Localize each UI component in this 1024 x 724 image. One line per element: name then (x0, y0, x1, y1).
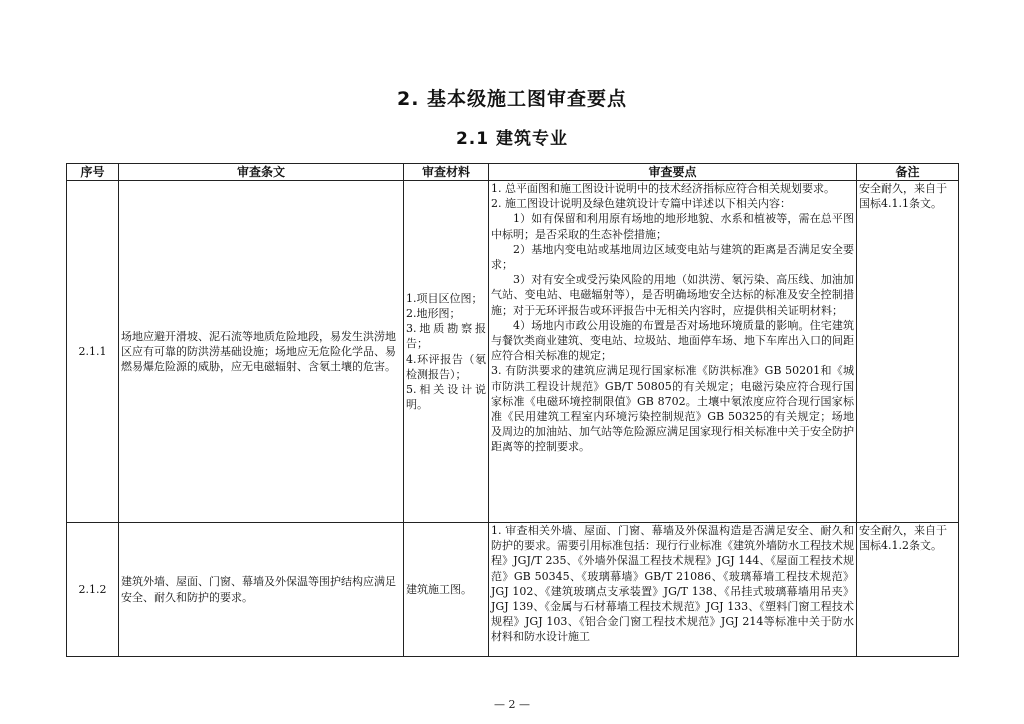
review-materials (404, 523, 489, 657)
review-point: 1. 总平面图和施工图设计说明中的技术经济指标应符合相关规划要求。 (491, 182, 835, 195)
review-point: 2. 施工图设计说明及绿色建筑设计专篇中详述以下相关内容： (491, 197, 791, 211)
review-clause: 场地应避开滑坡、泥石流等地质危险地段，易发生洪涝地区应有可靠的防洪涝基础设施；场地应无危险化学品、易燃易爆危险源的威胁，应无电磁辐射、含氡土壤的危害。 (119, 181, 404, 523)
review-point: 3. 有防洪要求的建筑应满足现行国家标准《防洪标准》GB 50201和《城市防洪工程设计规范》GB/T 50805的有关规定；电磁污染应符合现行国家标准《电磁环境控制限值》GB 8702。土壤中氡浓度应符合现行国家标准《民用建筑工程室内环境污染控制规范》GB 50325的有关规定；场地及周边的加油站、加气站等危险源应满足国家现行相关标准中关于安全防护距离等的控制要求。 (491, 364, 854, 454)
review-point: 1）如有保留和利用原有场地的地形地貌、水系和植被等，需在总平图中标明；是否采取的生态补偿措施； (491, 212, 854, 241)
material-item: 4.环评报告（氡检测报告）； (406, 352, 486, 381)
header-material: 审查材料 (404, 164, 489, 181)
row-number: 2.1.2 (67, 523, 119, 657)
review-points (489, 181, 857, 523)
table-row (67, 523, 959, 657)
row-number: 2.1.1 (67, 181, 119, 523)
row-note: 安全耐久，来自于国标4.1.1条文。 (857, 181, 959, 523)
section-heading: 2. 基本级施工图审查要点 (396, 88, 628, 110)
material-item: 5.相关设计说明。 (406, 382, 486, 412)
review-clause: 建筑外墙、屋面、门窗、幕墙及外保温等围护结构应满足安全、耐久和防护的要求。 (119, 523, 404, 657)
review-point: 4）场地内市政公用设施的布置是否对场地环境质量的影响。住宅建筑与餐饮类商业建筑、变电站、垃圾站、地面停车场、地下车库出入口的间距应符合相关标准的规定； (491, 318, 854, 363)
review-point: 1. 审查相关外墙、屋面、门窗、幕墙及外保温构造是否满足安全、耐久和防护的要求。需要引用标准包括：现行行业标准《建筑外墙防水工程技术规程》JGJ/T 235、《外墙外保温工程技术规程》JGJ 144、《屋面工程技术规范》GB 50345、《玻璃幕墙》GB/T 21086、《玻璃幕墙工程技术规范》JGJ 102、《建筑玻璃点支承装置》JG/T 138、《吊挂式玻璃幕墙用吊夹》JGJ 139、《金属与石材幕墙工程技术规范》JGJ 133、《塑料门窗工程技术规程》JGJ 103、《铝合金门窗工程技术规范》JGJ 214等标准中关于防水材料和防水设计施工 (491, 524, 854, 644)
page-number: — 2 — (494, 698, 530, 711)
material-item: 1.项目区位图； (406, 291, 483, 305)
table-row (67, 181, 959, 523)
header-no: 序号 (67, 164, 119, 181)
review-materials (404, 181, 489, 523)
material-item: 建筑施工图。 (406, 582, 472, 596)
review-point: 2）基地内变电站或基地周边区域变电站与建筑的距离是否满足安全要求； (491, 242, 854, 272)
header-clause: 审查条文 (119, 164, 404, 181)
material-item: 3.地质勘察报告； (406, 322, 486, 351)
review-table (66, 163, 959, 657)
header-note: 备注 (857, 164, 959, 181)
review-point: 3）对有安全或受污染风险的用地（如洪涝、氡污染、高压线、加油加气站、变电站、电磁辐射等），是否明确场地安全达标的标准及安全控制措施；对于无环评报告或环评报告中无相关内容时，应提供相关证明材料； (491, 273, 854, 317)
row-note: 安全耐久，来自于国标4.1.2条文。 (857, 523, 959, 657)
table-header-row (67, 164, 959, 181)
subsection-heading: 2.1 建筑专业 (455, 129, 569, 149)
header-points: 审查要点 (489, 164, 857, 181)
review-points (489, 523, 857, 657)
material-item: 2.地形图； (406, 306, 461, 320)
